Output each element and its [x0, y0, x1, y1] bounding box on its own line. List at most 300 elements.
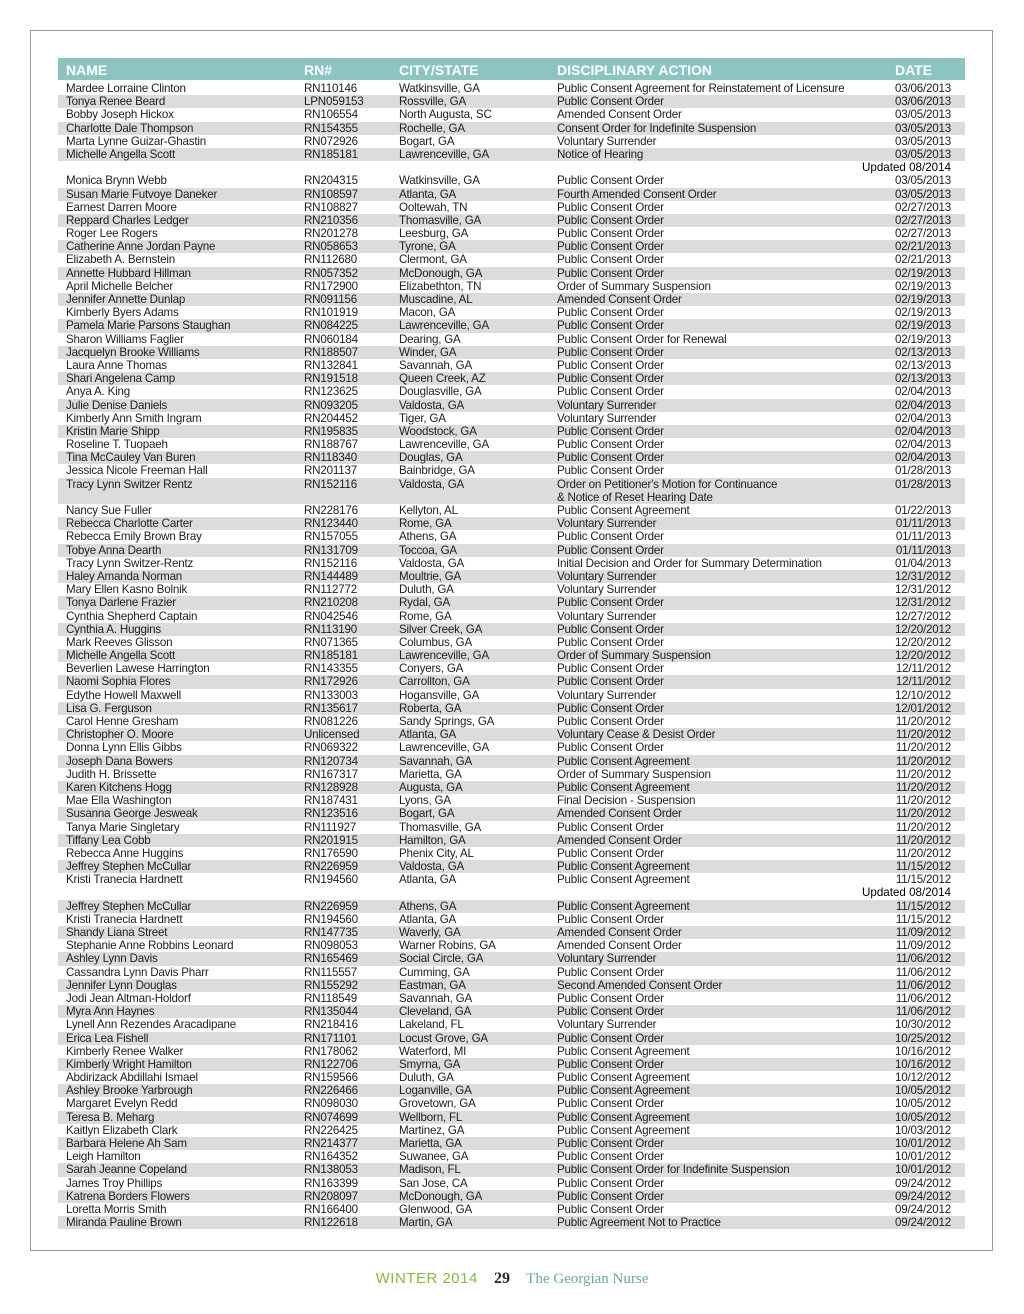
cell-date: 11/15/2012 — [895, 912, 951, 926]
cell-city-state: McDonough, GA — [399, 1189, 483, 1203]
cell-rn: RN135044 — [304, 1005, 358, 1019]
cell-rn: RN214377 — [304, 1137, 358, 1151]
cell-date: 02/27/2013 — [894, 227, 951, 241]
cell-rn: RN226466 — [304, 1084, 358, 1098]
cell-action: Amended Consent Order — [557, 939, 682, 953]
cell-action: Public Consent Order — [557, 715, 664, 729]
cell-date: 10/01/2012 — [894, 1150, 951, 1164]
table-row — [58, 1032, 965, 1045]
cell-name: Karen Kitchens Hogg — [66, 780, 172, 794]
cell-rn: RN152116 — [304, 556, 357, 570]
header-disciplinary-action: DISCIPLINARY ACTION — [557, 62, 713, 78]
cell-rn: RN144489 — [304, 569, 358, 583]
cell-city-state: Atlanta, GA — [399, 912, 457, 926]
cell-name: Sharon Williams Faglier — [66, 332, 184, 346]
cell-rn: RN110146 — [304, 82, 357, 95]
cell-name: Joseph Dana Bowers — [66, 754, 173, 768]
table-row — [58, 1111, 965, 1124]
cell-city-state: Roberta, GA — [399, 701, 462, 715]
cell-date: 02/04/2013 — [894, 438, 951, 452]
cell-name: Rebecca Emily Brown Bray — [66, 530, 202, 544]
cell-rn: RN057352 — [304, 266, 358, 280]
cell-date: 11/20/2012 — [895, 741, 951, 755]
cell-date: 11/20/2012 — [895, 833, 951, 847]
cell-date: 10/03/2012 — [894, 1123, 951, 1137]
cell-rn: RN120734 — [304, 754, 358, 768]
cell-name: Anya A. King — [66, 385, 130, 399]
cell-name: Mary Ellen Kasno Bolnik — [66, 583, 188, 597]
cell-rn: RN072926 — [304, 134, 358, 148]
cell-rn: RN154355 — [304, 121, 358, 135]
cell-date: 01/04/2013 — [894, 556, 951, 570]
table-row — [58, 979, 965, 992]
table-row — [58, 939, 965, 952]
cell-date: 09/24/2012 — [894, 1176, 951, 1190]
cell-name: Jodi Jean Altman-Holdorf — [66, 991, 191, 1005]
table-row — [58, 952, 965, 965]
cell-date: 12/31/2012 — [894, 583, 951, 597]
table-row — [58, 755, 965, 768]
cell-rn: RN138053 — [304, 1163, 358, 1177]
cell-rn: RN226959 — [304, 899, 358, 913]
cell-rn: RN143355 — [304, 662, 358, 676]
header-name: NAME — [66, 62, 108, 78]
cell-city-state: Macon, GA — [399, 306, 456, 320]
cell-action: Initial Decision and Order for Summary Determination — [557, 556, 822, 570]
cell-action: Second Amended Consent Order — [557, 978, 723, 992]
cell-action: Public Consent Order — [557, 662, 664, 676]
cell-date: 11/06/2012 — [895, 978, 951, 992]
cell-action: Public Consent Order — [557, 1189, 664, 1203]
table-row — [58, 662, 965, 675]
cell-action: Public Consent Order — [557, 266, 664, 280]
cell-rn: RN058653 — [304, 240, 358, 254]
cell-name: Kristi Tranecia Hardnett — [66, 873, 183, 887]
cell-city-state: Conyers, GA — [399, 662, 464, 676]
table-row — [58, 333, 965, 346]
cell-date: 01/11/2013 — [895, 543, 951, 557]
cell-city-state: Athens, GA — [399, 899, 457, 913]
page-number: 29 — [494, 1270, 510, 1287]
table-row — [58, 372, 965, 385]
updated-note-row — [58, 161, 965, 174]
cell-date: 12/31/2012 — [894, 569, 951, 583]
cell-city-state: Savannah, GA — [399, 358, 473, 372]
cell-action: Notice of Hearing — [557, 147, 644, 161]
cell-name: Shandy Liana Street — [66, 926, 168, 940]
table-row — [58, 596, 965, 609]
cell-city-state: Bainbridge, GA — [399, 464, 475, 478]
cell-action: Public Consent Order — [557, 1031, 664, 1045]
cell-name: Barbara Helene Ah Sam — [66, 1137, 187, 1151]
cell-action: Public Consent Order — [557, 1057, 664, 1071]
table-row — [58, 1137, 965, 1150]
table-row — [58, 702, 965, 715]
cell-name: Jennifer Lynn Douglas — [66, 978, 177, 992]
cell-date: 09/24/2012 — [894, 1216, 951, 1230]
table-row — [58, 188, 965, 201]
cell-rn: RN111927 — [304, 820, 357, 834]
cell-name: Jacquelyn Brooke Williams — [66, 345, 200, 359]
cell-name: Monica Brynn Webb — [66, 174, 167, 188]
cell-rn: RN108597 — [304, 187, 358, 201]
cell-city-state: Cleveland, GA — [399, 1005, 472, 1019]
updated-note: Updated 08/2014 — [862, 886, 951, 900]
cell-city-state: Eastman, GA — [399, 978, 466, 992]
cell-city-state: Douglasville, GA — [399, 385, 482, 399]
cell-city-state: Rome, GA — [399, 517, 452, 531]
cell-rn: RN042546 — [304, 609, 358, 623]
cell-city-state: Martinez, GA — [399, 1123, 465, 1137]
cell-name: Tanya Marie Singletary — [66, 820, 180, 834]
cell-name: Judith H. Brissette — [66, 767, 157, 781]
cell-action: Public Consent Order — [557, 372, 664, 386]
cell-name: Mardee Lorraine Clinton — [66, 82, 186, 95]
cell-name: Erica Lea Fishell — [66, 1031, 149, 1045]
cell-rn: RN185181 — [304, 147, 358, 161]
table-row — [58, 675, 965, 688]
cell-rn: RN204315 — [304, 174, 358, 188]
table-row — [58, 1124, 965, 1137]
cell-date: 12/20/2012 — [894, 622, 951, 636]
cell-action: Public Consent Order — [557, 741, 664, 755]
cell-action: Public Consent Order — [557, 464, 664, 478]
cell-name: Margaret Evelyn Redd — [66, 1097, 178, 1111]
cell-city-state: Moultrie, GA — [399, 569, 462, 583]
cell-rn: RN155292 — [304, 978, 358, 992]
cell-action: Public Consent Agreement — [557, 1084, 690, 1098]
cell-rn: RN176590 — [304, 846, 358, 860]
cell-name: Laura Anne Thomas — [66, 358, 167, 372]
cell-date: 11/06/2012 — [895, 952, 951, 966]
table-row — [58, 610, 965, 623]
cell-action: Public Consent Order — [557, 358, 664, 372]
cell-city-state: Marietta, GA — [399, 767, 462, 781]
cell-name: Susanna George Jesweak — [66, 807, 198, 821]
cell-rn: RN135617 — [304, 701, 358, 715]
cell-action: Public Consent Order — [557, 675, 664, 689]
table-row — [58, 926, 965, 939]
cell-rn: RN147735 — [304, 926, 358, 940]
cell-action: Public Consent Order — [557, 385, 664, 399]
cell-action: Order of Summary Suspension — [557, 767, 711, 781]
cell-name: Rebecca Charlotte Carter — [66, 517, 193, 531]
table-row — [58, 966, 965, 979]
cell-action: Public Consent Order — [557, 543, 664, 557]
cell-name: Kimberly Byers Adams — [66, 306, 179, 320]
cell-date: 02/19/2013 — [894, 319, 951, 333]
cell-rn: RN210356 — [304, 213, 358, 227]
cell-action: Public Consent Agreement — [557, 1123, 690, 1137]
cell-date: 02/19/2013 — [894, 306, 951, 320]
cell-name: Cynthia Shepherd Captain — [66, 609, 198, 623]
cell-date: 12/10/2012 — [894, 688, 951, 702]
table-row — [58, 689, 965, 702]
cell-date: 11/15/2012 — [895, 873, 951, 887]
cell-action: Public Consent Order — [557, 1005, 664, 1019]
table-row — [58, 530, 965, 543]
cell-city-state: Martin, GA — [399, 1216, 453, 1230]
cell-name: Kimberly Wright Hamilton — [66, 1057, 192, 1071]
table-row — [58, 636, 965, 649]
cell-name: Tracy Lynn Switzer-Rentz — [66, 556, 194, 570]
cell-city-state: Woodstock, GA — [399, 424, 477, 438]
cell-date: 01/28/2013 — [894, 477, 951, 491]
table-row — [58, 451, 965, 464]
table-row — [58, 82, 965, 95]
cell-date: 12/20/2012 — [894, 635, 951, 649]
cell-name: Mae Ella Washington — [66, 794, 172, 808]
cell-city-state: Wellborn, FL — [399, 1110, 463, 1124]
cell-rn: RN091156 — [304, 293, 357, 306]
cell-rn: RN172926 — [304, 675, 358, 689]
cell-city-state: Thomasville, GA — [399, 820, 482, 834]
table-row — [58, 425, 965, 438]
cell-rn: RN071365 — [304, 635, 358, 649]
cell-rn: RN178062 — [304, 1044, 358, 1058]
cell-name: Jeffrey Stephen McCullar — [66, 899, 192, 913]
cell-rn: RN164352 — [304, 1150, 358, 1164]
cell-city-state: Atlanta, GA — [399, 873, 457, 887]
cell-action: Public Consent Order for Renewal — [557, 332, 727, 346]
cell-action: Voluntary Surrender — [557, 688, 657, 702]
cell-name: Elizabeth A. Bernstein — [66, 253, 176, 267]
cell-action: Public Consent Order for Indefinite Suspension — [557, 1163, 790, 1177]
cell-rn: RN081226 — [304, 715, 358, 729]
cell-action: Public Consent Agreement for Reinstatement of Licensure — [557, 82, 845, 95]
cell-city-state: Watkinsville, GA — [399, 174, 480, 188]
cell-city-state: Rome, GA — [399, 609, 452, 623]
cell-city-state: Atlanta, GA — [399, 728, 457, 742]
cell-date: 11/20/2012 — [895, 715, 951, 729]
table-row — [58, 583, 965, 596]
cell-date: 10/12/2012 — [894, 1071, 951, 1085]
cell-date: 11/20/2012 — [895, 794, 951, 808]
table-row — [58, 1097, 965, 1110]
cell-city-state: McDonough, GA — [399, 266, 483, 280]
cell-date: 09/24/2012 — [894, 1202, 951, 1216]
cell-rn: RN152116 — [304, 477, 357, 491]
cell-action: Voluntary Surrender — [557, 398, 657, 412]
cell-name: Jessica Nicole Freeman Hall — [66, 464, 208, 478]
cell-date: 02/04/2013 — [894, 451, 951, 465]
cell-date: 02/19/2013 — [894, 266, 951, 280]
cell-city-state: Elizabethton, TN — [399, 279, 482, 293]
cell-name: Tonya Darlene Frazier — [66, 596, 176, 610]
table-row — [58, 135, 965, 148]
cell-rn: RN157055 — [304, 530, 358, 544]
table-row — [58, 873, 965, 886]
cell-name: Tobye Anna Dearth — [66, 543, 162, 557]
cell-action: Public Consent Agreement — [557, 1071, 690, 1085]
cell-rn: RN108827 — [304, 200, 358, 214]
cell-city-state: Winder, GA — [399, 345, 457, 359]
cell-name: Annette Hubbard Hillman — [66, 266, 191, 280]
cell-action: Public Consent Agreement — [557, 899, 690, 913]
cell-action: Voluntary Surrender — [557, 411, 657, 425]
table-row — [58, 201, 965, 214]
cell-date: 11/09/2012 — [895, 939, 951, 953]
header-date: DATE — [895, 62, 933, 78]
cell-city-state: Rochelle, GA — [399, 121, 465, 135]
cell-action: Public Consent Agreement — [557, 1044, 690, 1058]
cell-city-state: Lawrenceville, GA — [399, 741, 490, 755]
cell-name: Myra Ann Haynes — [66, 1005, 155, 1019]
cell-city-state: Bogart, GA — [399, 807, 455, 821]
table-row — [58, 280, 965, 293]
cell-action: Public Consent Order — [557, 227, 664, 241]
cell-city-state: Savannah, GA — [399, 991, 473, 1005]
cell-name: Haley Amanda Norman — [66, 569, 183, 583]
cell-name: Miranda Pauline Brown — [66, 1216, 182, 1230]
cell-date: 12/11/2012 — [895, 675, 951, 689]
cell-city-state: Sandy Springs, GA — [399, 715, 495, 729]
cell-rn: RN098030 — [304, 1097, 358, 1111]
table-row — [58, 517, 965, 530]
cell-name: Jennifer Annette Dunlap — [66, 293, 186, 306]
cell-name: April Michelle Belcher — [66, 279, 174, 293]
table-row — [58, 1216, 965, 1229]
table-row — [58, 293, 965, 306]
cell-action: Public Consent Order — [557, 451, 664, 465]
cell-action: Public Consent Order — [557, 306, 664, 320]
cell-date: 12/11/2012 — [895, 662, 951, 676]
table-row — [58, 95, 965, 108]
cell-city-state: Toccoa, GA — [399, 543, 457, 557]
table-row — [58, 847, 965, 860]
cell-action: Public Consent Order — [557, 1150, 664, 1164]
cell-action: Public Consent Order — [557, 1176, 664, 1190]
table-row — [58, 623, 965, 636]
table-row — [58, 253, 965, 266]
cell-action: Public Consent Order — [557, 174, 664, 188]
cell-name: Tracy Lynn Switzer Rentz — [66, 477, 193, 491]
cell-name: Shari Angelena Camp — [66, 372, 175, 386]
cell-date: 10/01/2012 — [894, 1163, 951, 1177]
cell-rn: RN188507 — [304, 345, 358, 359]
cell-name: Rebecca Anne Huggins — [66, 846, 184, 860]
table-row — [58, 1190, 965, 1203]
cell-city-state: Douglas, GA — [399, 451, 463, 465]
cell-rn: RN210208 — [304, 596, 358, 610]
cell-name: Stephanie Anne Robbins Leonard — [66, 939, 234, 953]
cell-name: Bobby Joseph Hickox — [66, 108, 174, 122]
cell-city-state: Watkinsville, GA — [399, 82, 480, 95]
header-city-state: CITY/STATE — [399, 62, 479, 78]
cell-action: Public Consent Order — [557, 213, 664, 227]
cell-city-state: Thomasville, GA — [399, 213, 482, 227]
disciplinary-table — [58, 82, 965, 1229]
cell-rn: RN098053 — [304, 939, 358, 953]
cell-name: Michelle Angella Scott — [66, 147, 176, 161]
table-row — [58, 359, 965, 372]
cell-name: Tina McCauley Van Buren — [66, 451, 196, 465]
cell-city-state: Athens, GA — [399, 530, 457, 544]
cell-name: Carol Henne Gresham — [66, 715, 179, 729]
table-row — [58, 1018, 965, 1031]
cell-city-state: Carrollton, GA — [399, 675, 470, 689]
cell-date: 11/20/2012 — [895, 807, 951, 821]
cell-city-state: Duluth, GA — [399, 1071, 454, 1085]
cell-date: 02/21/2013 — [894, 240, 951, 254]
cell-rn: Unlicensed — [304, 728, 360, 742]
table-row — [58, 741, 965, 754]
table-header — [58, 58, 965, 80]
cell-city-state: Bogart, GA — [399, 134, 455, 148]
cell-city-state: Grovetown, GA — [399, 1097, 476, 1111]
cell-action: Amended Consent Order — [557, 293, 682, 306]
cell-name: Leigh Hamilton — [66, 1150, 141, 1164]
cell-city-state: Suwanee, GA — [399, 1150, 469, 1164]
cell-city-state: Silver Creek, GA — [399, 622, 483, 636]
cell-rn: RN194560 — [304, 912, 358, 926]
cell-date: 02/13/2013 — [894, 345, 951, 359]
cell-action-continued: & Notice of Reset Hearing Date — [557, 490, 713, 504]
table-row — [58, 1150, 965, 1163]
table-row — [58, 319, 965, 332]
cell-action: Public Consent Order — [557, 253, 664, 267]
cell-action: Public Consent Order — [557, 200, 664, 214]
table-row — [58, 1177, 965, 1190]
updated-note: Updated 08/2014 — [862, 161, 951, 175]
cell-rn: RN118549 — [304, 991, 357, 1005]
table-row — [58, 122, 965, 135]
cell-action: Public Consent Order — [557, 530, 664, 544]
cell-name: Marta Lynne Guizar-Ghastin — [66, 134, 206, 148]
table-row — [58, 807, 965, 820]
cell-city-state: Cumming, GA — [399, 965, 470, 979]
cell-city-state: Warner Robins, GA — [399, 939, 496, 953]
cell-name: Michelle Angella Scott — [66, 649, 176, 663]
cell-action: Public Consent Agreement — [557, 780, 690, 794]
cell-city-state: Savannah, GA — [399, 754, 473, 768]
cell-name: Beverlien Lawese Harrington — [66, 662, 210, 676]
cell-city-state: Smyrna, GA — [399, 1057, 461, 1071]
cell-action: Amended Consent Order — [557, 807, 682, 821]
cell-rn: RN123516 — [304, 807, 358, 821]
cell-action: Amended Consent Order — [557, 833, 682, 847]
cell-date: 11/20/2012 — [895, 767, 951, 781]
cell-city-state: Ooltewah, TN — [399, 200, 468, 214]
cell-name: Jeffrey Stephen McCullar — [66, 860, 192, 874]
cell-date: 11/06/2012 — [895, 991, 951, 1005]
cell-date: 11/06/2012 — [895, 1005, 951, 1019]
cell-rn: RN101919 — [304, 306, 358, 320]
table-row — [58, 240, 965, 253]
cell-name: Tonya Renee Beard — [66, 95, 166, 109]
cell-name: Donna Lynn Ellis Gibbs — [66, 741, 182, 755]
cell-action: Public Consent Order — [557, 1137, 664, 1151]
table-row — [58, 860, 965, 873]
cell-date: 11/15/2012 — [895, 899, 951, 913]
table-row — [58, 992, 965, 1005]
table-row — [58, 1071, 965, 1084]
cell-city-state: Valdosta, GA — [399, 556, 465, 570]
cell-name: Kimberly Ann Smith Ingram — [66, 411, 202, 425]
cell-action: Voluntary Surrender — [557, 134, 657, 148]
cell-name: Kimberly Renee Walker — [66, 1044, 184, 1058]
header-rn: RN# — [304, 62, 333, 78]
cell-date: 01/28/2013 — [894, 464, 951, 478]
table-row — [58, 768, 965, 781]
cell-date: 11/20/2012 — [895, 728, 951, 742]
cell-action: Public Consent Order — [557, 635, 664, 649]
cell-rn: RN191518 — [304, 372, 358, 386]
cell-date: 03/05/2013 — [894, 134, 951, 148]
table-row — [58, 544, 965, 557]
cell-action: Voluntary Surrender — [557, 569, 657, 583]
cell-date: 10/16/2012 — [894, 1057, 951, 1071]
